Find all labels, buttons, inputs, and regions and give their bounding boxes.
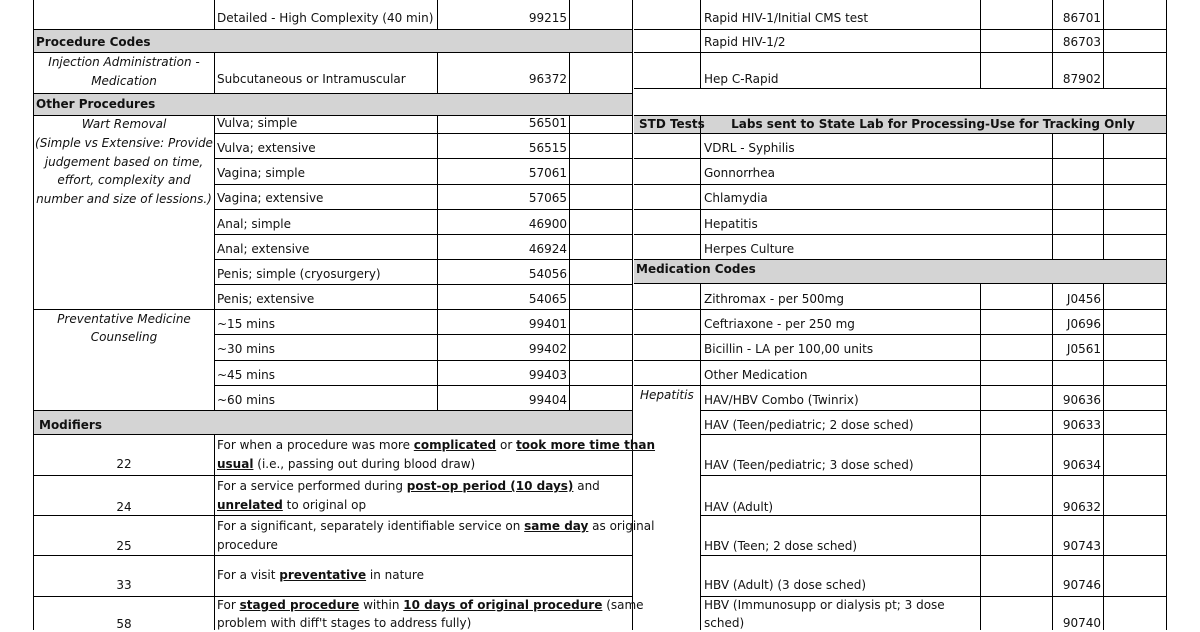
wart-row-desc: Vagina; simple <box>217 166 306 180</box>
hep-vaccine-code: 90636 <box>1062 393 1101 407</box>
std-test-row: Gonnorrhea <box>704 166 775 180</box>
hep-vaccine-code: 90746 <box>1062 578 1101 592</box>
wart-row-desc: Anal; extensive <box>217 242 310 256</box>
wart-row-desc: Penis; extensive <box>217 292 315 306</box>
std-test-row: Chlamydia <box>704 191 768 205</box>
hepatitis-label: Hepatitis <box>640 388 694 402</box>
medication-code: J0561 <box>1066 342 1101 356</box>
counseling-row-desc: ~60 mins <box>217 393 276 407</box>
rapid-test-desc: Rapid HIV-1/Initial CMS test <box>704 11 869 25</box>
wart-row-desc: Vulva; simple <box>217 116 298 130</box>
modifier-desc-line1: For a significant, separately identifiable service on same day as original <box>217 519 655 533</box>
wart-row-desc: Vulva; extensive <box>217 141 316 155</box>
modifier-desc-line2: procedure <box>217 538 278 552</box>
hep-vaccine-desc: HBV (Immunosupp or dialysis pt; 3 dose <box>704 598 945 612</box>
counseling-row-code: 99401 <box>528 317 567 331</box>
rapid-test-desc: Rapid HIV-1/2 <box>704 35 786 49</box>
other-procedures-header: Other Procedures <box>36 97 156 111</box>
hep-vaccine-code: 90634 <box>1062 458 1101 472</box>
std-test-row: VDRL - Syphilis <box>704 141 795 155</box>
std-test-row: Herpes Culture <box>704 242 795 256</box>
hep-vaccine-code: 90743 <box>1062 539 1101 553</box>
hep-vaccine-code: 90632 <box>1062 500 1101 514</box>
modifier-desc-line1: For when a procedure was more complicated or took more time than <box>217 438 656 452</box>
wart-row-code: 56515 <box>528 141 567 155</box>
rapid-test-code: 86701 <box>1062 11 1101 25</box>
modifier-code: 24 <box>116 500 132 514</box>
wart-row-code: 46900 <box>528 217 567 231</box>
injection-desc: Subcutaneous or Intramuscular <box>217 72 406 86</box>
wart-label-3: effort, complexity and <box>57 173 191 187</box>
wart-row-code: 54056 <box>528 267 567 281</box>
wart-row-desc: Anal; simple <box>217 217 291 231</box>
wart-row-code: 57065 <box>528 191 567 205</box>
labs-header: Labs sent to State Lab for Processing-Use for Tracking Only <box>731 117 1135 131</box>
procedure-codes-header: Procedure Codes <box>36 35 151 49</box>
wart-row-code: 54065 <box>528 292 567 306</box>
counseling-row-desc: ~30 mins <box>217 342 276 356</box>
medication-code: J0696 <box>1066 317 1101 331</box>
rapid-test-code: 87902 <box>1062 72 1101 86</box>
medication-code: J0456 <box>1066 292 1101 306</box>
medication-desc: Bicillin - LA per 100,00 units <box>704 342 874 356</box>
hep-vaccine-desc: HBV (Teen; 2 dose sched) <box>704 539 858 553</box>
medication-desc: Zithromax - per 500mg <box>704 292 844 306</box>
modifier-desc-line2: usual (i.e., passing out during blood draw) <box>217 457 476 471</box>
hep-vaccine-desc: HAV/HBV Combo (Twinrix) <box>704 393 859 407</box>
counseling-row-code: 99404 <box>528 393 567 407</box>
modifier-code: 25 <box>116 539 132 553</box>
hep-vaccine-desc: HAV (Adult) <box>704 500 774 514</box>
modifier-desc-line1: For a visit preventative in nature <box>217 568 424 582</box>
counseling-row-code: 99403 <box>528 368 567 382</box>
injection-label-line1: Injection Administration - <box>48 55 200 69</box>
wart-label-0: Wart Removal <box>81 117 167 131</box>
hep-vaccine-code: 90633 <box>1062 418 1101 432</box>
medication-desc: Other Medication <box>704 368 808 382</box>
wart-row-code: 56501 <box>528 116 567 130</box>
hep-vaccine-desc: HAV (Teen/pediatric; 2 dose sched) <box>704 418 914 432</box>
hep-vaccine-desc-cont: sched) <box>704 616 745 630</box>
modifier-desc-line2: problem with diff't stages to address fully) <box>217 616 472 630</box>
wart-label-4: number and size of lessions.) <box>36 192 212 206</box>
modifier-desc-line1: For staged procedure within 10 days of original procedure (same <box>217 598 644 612</box>
counseling-row-desc: ~45 mins <box>217 368 276 382</box>
top-row-desc: Detailed - High Complexity (40 min) <box>217 11 434 25</box>
rapid-test-desc: Hep C-Rapid <box>704 72 779 86</box>
modifiers-header-band <box>33 410 632 434</box>
modifier-code: 58 <box>116 617 132 631</box>
hep-vaccine-desc: HBV (Adult) (3 dose sched) <box>704 578 867 592</box>
hep-vaccine-code: 90740 <box>1062 616 1101 630</box>
std-test-row: Hepatitis <box>704 217 758 231</box>
injection-code: 96372 <box>528 72 567 86</box>
wart-row-code: 46924 <box>528 242 567 256</box>
hep-vaccine-desc: HAV (Teen/pediatric; 3 dose sched) <box>704 458 914 472</box>
rapid-test-code: 86703 <box>1062 35 1101 49</box>
medication-codes-header: Medication Codes <box>636 262 756 276</box>
wart-row-desc: Penis; simple (cryosurgery) <box>217 267 381 281</box>
wart-label-2: judgement based on time, <box>44 155 204 169</box>
medication-desc: Ceftriaxone - per 250 mg <box>704 317 855 331</box>
wart-row-code: 57061 <box>528 166 567 180</box>
counseling-label-1: Counseling <box>90 330 158 344</box>
modifier-desc-line1: For a service performed during post-op period (10 days) and <box>217 479 600 493</box>
modifiers-header: Modifiers <box>39 418 102 432</box>
top-row-code: 99215 <box>528 11 567 25</box>
wart-row-desc: Vagina; extensive <box>217 191 324 205</box>
modifier-code: 22 <box>116 457 132 471</box>
modifier-code: 33 <box>116 578 132 592</box>
injection-label-line2: Medication <box>91 74 157 88</box>
wart-label-1: (Simple vs Extensive: Provide <box>35 136 213 150</box>
counseling-row-desc: ~15 mins <box>217 317 276 331</box>
std-tests-header: STD Tests <box>639 117 705 131</box>
counseling-row-code: 99402 <box>528 342 567 356</box>
counseling-label-0: Preventative Medicine <box>57 312 191 326</box>
modifier-desc-line2: unrelated to original op <box>217 498 367 512</box>
